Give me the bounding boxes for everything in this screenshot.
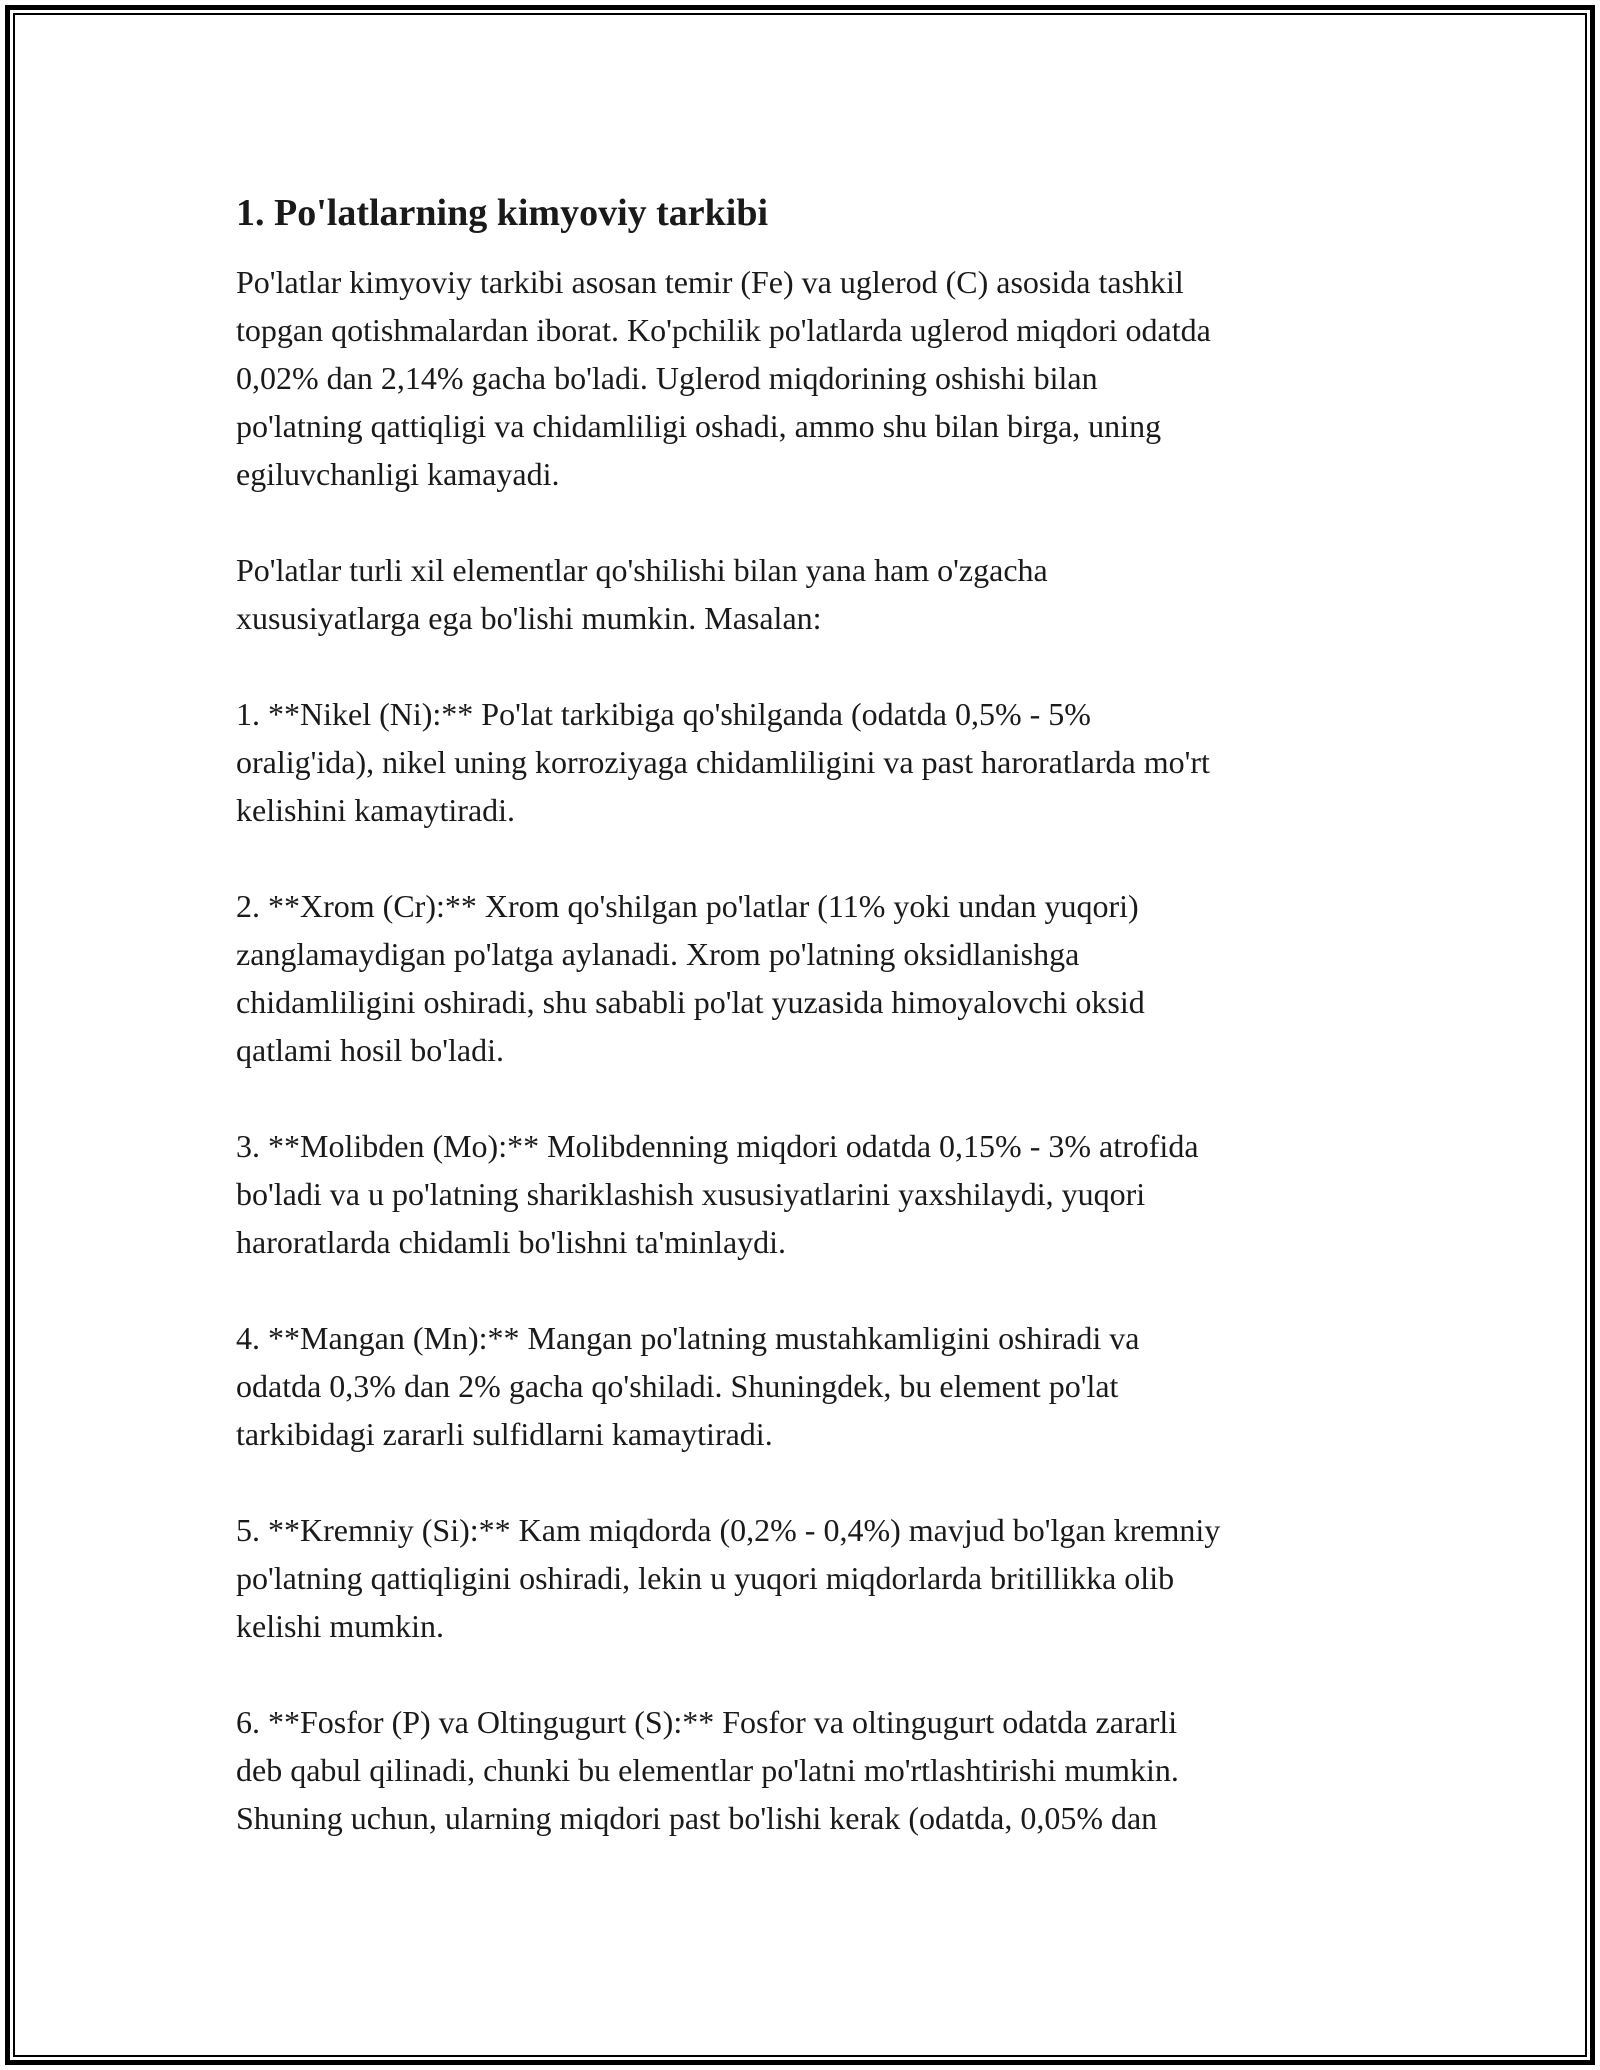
text-line: 4. **Mangan (Mn):** Mangan po'latning mustahkamligini oshiradi va [236, 1320, 1140, 1356]
text-line: tarkibidagi zararli sulfidlarni kamaytiradi. [236, 1416, 773, 1452]
text-line: 0,02% dan 2,14% gacha bo'ladi. Uglerod miqdorining oshishi bilan [236, 360, 1098, 396]
text-line: 1. **Nikel (Ni):** Po'lat tarkibiga qo'shilganda (odatda 0,5% - 5% [236, 696, 1091, 732]
text-line: zanglamaydigan po'latga aylanadi. Xrom po'latning oksidlanishga [236, 936, 1080, 972]
list-item-mangan [236, 1314, 1366, 1458]
list-item-molibden [236, 1122, 1366, 1266]
text-line: odatda 0,3% dan 2% gacha qo'shiladi. Shuningdek, bu element po'lat [236, 1368, 1119, 1404]
text-line: po'latning qattiqligi va chidamliligi oshadi, ammo shu bilan birga, uning [236, 408, 1162, 444]
list-item-nikel [236, 690, 1366, 834]
list-item-kremniy [236, 1506, 1366, 1650]
document-body [236, 186, 1366, 1890]
text-line: egiluvchanligi kamayadi. [236, 456, 560, 492]
text-line: qatlami hosil bo'ladi. [236, 1032, 504, 1068]
list-item-fosfor-oltingugurt [236, 1698, 1366, 1842]
text-line: 3. **Molibden (Mo):** Molibdenning miqdori odatda 0,15% - 3% atrofida [236, 1128, 1199, 1164]
text-line: Shuning uchun, ularning miqdori past bo'lishi kerak (odatda, 0,05% dan [236, 1800, 1158, 1836]
section-heading: 1. Po'latlarning kimyoviy tarkibi [236, 192, 769, 234]
text-line: oralig'ida), nikel uning korroziyaga chidamliligini va past haroratlarda mo'rt [236, 744, 1210, 780]
text-line: Po'latlar turli xil elementlar qo'shilishi bilan yana ham o'zgacha [236, 552, 1048, 588]
text-line: Po'latlar kimyoviy tarkibi asosan temir (Fe) va uglerod (C) asosida tashkil [236, 264, 1184, 300]
text-line: kelishi mumkin. [236, 1608, 444, 1644]
paragraph-elements-intro [236, 546, 1366, 642]
text-line: xususiyatlarga ega bo'lishi mumkin. Masalan: [236, 600, 822, 636]
list-item-xrom [236, 882, 1366, 1074]
paragraph-intro [236, 258, 1366, 498]
text-line: po'latning qattiqligini oshiradi, lekin u yuqori miqdorlarda britillikka olib [236, 1560, 1175, 1596]
text-line: haroratlarda chidamli bo'lishni ta'minlaydi. [236, 1224, 787, 1260]
text-line: kelishini kamaytiradi. [236, 792, 516, 828]
text-line: topgan qotishmalardan iborat. Ko'pchilik po'latlarda uglerod miqdori odatda [236, 312, 1211, 348]
text-line: deb qabul qilinadi, chunki bu elementlar po'latni mo'rtlashtirishi mumkin. [236, 1752, 1179, 1788]
text-line: 6. **Fosfor (P) va Oltingugurt (S):** Fosfor va oltingugurt odatda zararli [236, 1704, 1178, 1740]
text-line: bo'ladi va u po'latning shariklashish xususiyatlarini yaxshilaydi, yuqori [236, 1176, 1146, 1212]
text-line: 2. **Xrom (Cr):** Xrom qo'shilgan po'latlar (11% yoki undan yuqori) [236, 888, 1139, 924]
text-line: 5. **Kremniy (Si):** Kam miqdorda (0,2% - 0,4%) mavjud bo'lgan kremniy [236, 1512, 1221, 1548]
text-line: chidamliligini oshiradi, shu sababli po'lat yuzasida himoyalovchi oksid [236, 984, 1145, 1020]
